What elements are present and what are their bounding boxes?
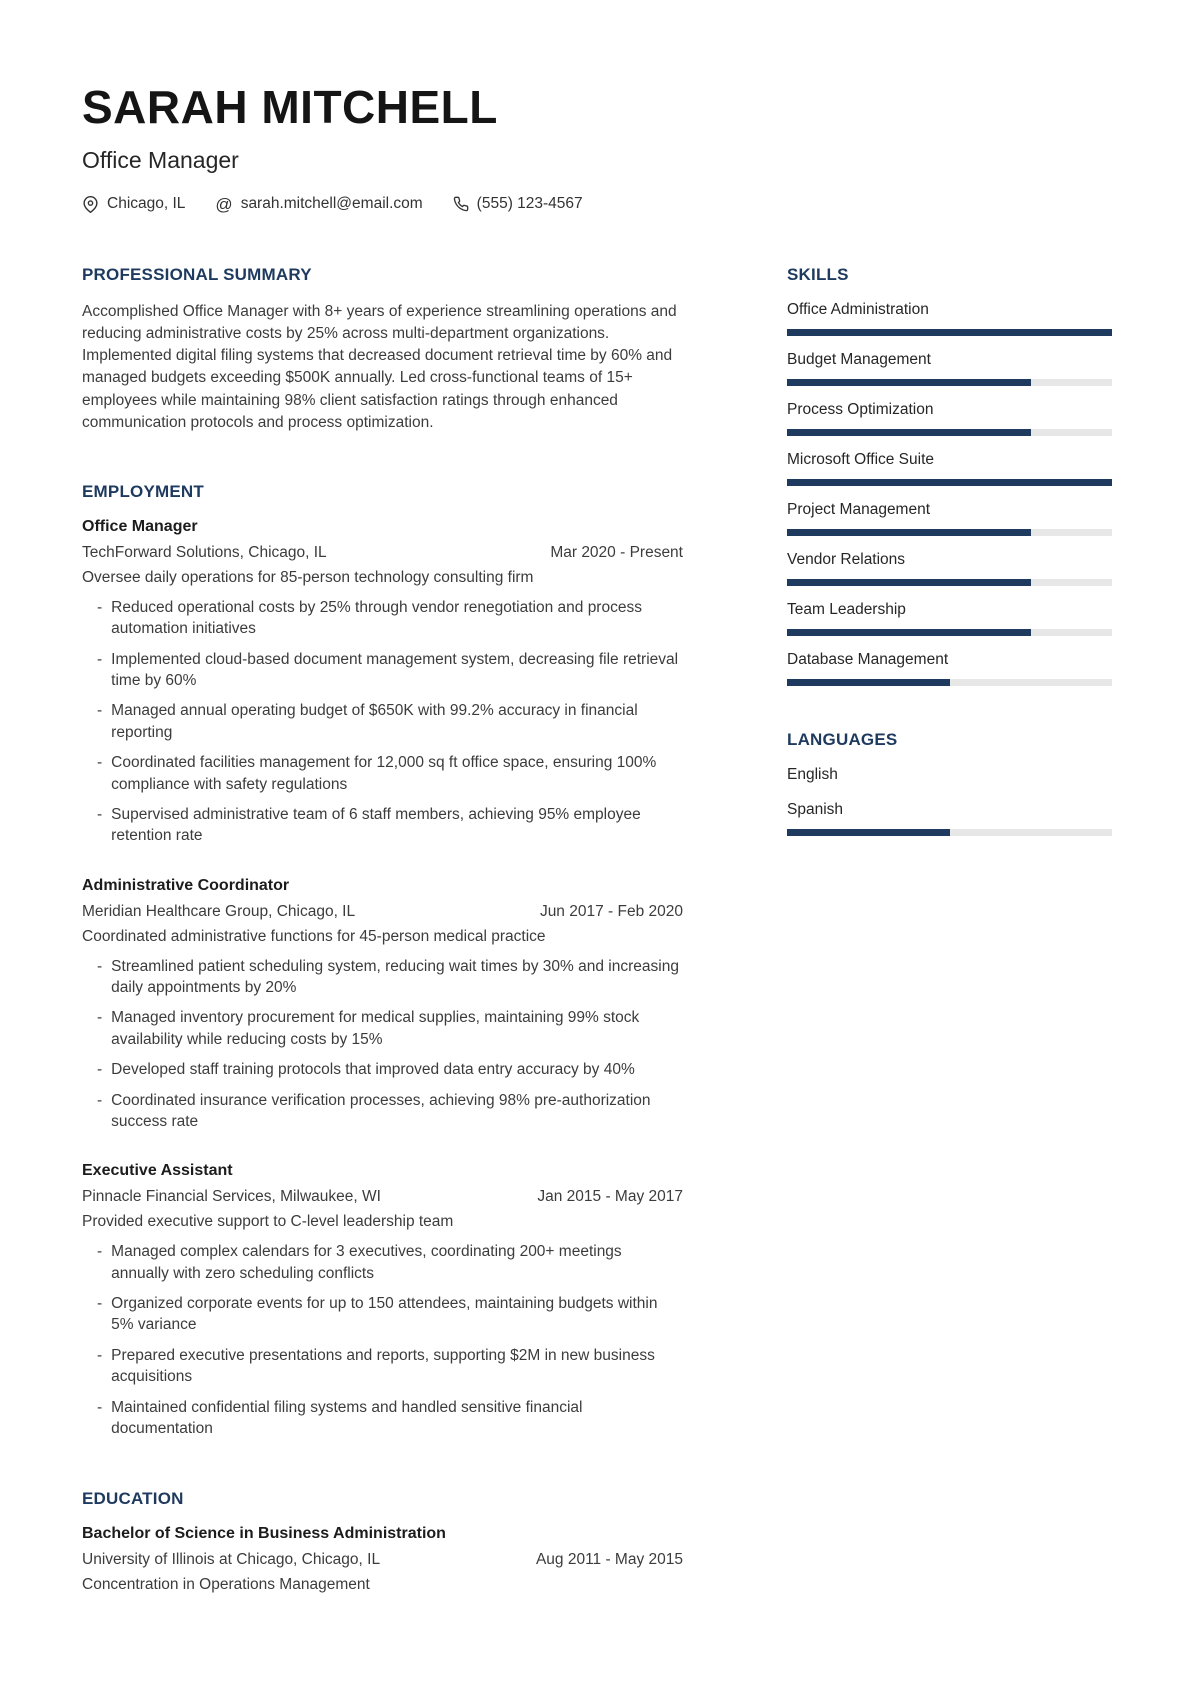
- bullet-dash: -: [97, 754, 103, 772]
- skills-section: [787, 265, 1112, 686]
- bullet-text: Developed staff training protocols that improved data entry accuracy by 40%: [111, 1061, 635, 1079]
- skill-item: [787, 501, 1112, 536]
- bullet-dash: -: [97, 1091, 103, 1109]
- contact-row: [82, 195, 1112, 213]
- job-bullet: [82, 1090, 683, 1133]
- job-bullet: [82, 752, 683, 795]
- bullet-text: Supervised administrative team of 6 staff members, achieving 95% employee retention rate: [111, 805, 641, 845]
- skill-bar-track: [787, 329, 1112, 336]
- bullet-dash: -: [97, 1295, 103, 1313]
- skills-list: [787, 301, 1112, 686]
- education-degree: Bachelor of Science in Business Administration: [82, 1525, 446, 1543]
- bullet-text: Coordinated facilities management for 12,000 sq ft office space, ensuring 100% compliance with safety regulations: [111, 754, 657, 793]
- job-bullet: [82, 1397, 683, 1440]
- bullet-dash: -: [97, 957, 103, 975]
- language-name: English: [787, 766, 838, 783]
- contact-phone-text: (555) 123-4567: [476, 195, 583, 212]
- contact-phone: [453, 195, 583, 213]
- employment-heading: EMPLOYMENT: [82, 481, 204, 501]
- education-heading: EDUCATION: [82, 1489, 184, 1509]
- job-meta: [82, 544, 683, 562]
- skill-name: Team Leadership: [787, 601, 906, 618]
- skill-item: [787, 401, 1112, 436]
- job-bullet: [82, 649, 683, 692]
- job-bullets: [82, 597, 683, 847]
- skill-bar-track: [787, 579, 1112, 586]
- content-columns: [82, 265, 1112, 1594]
- job-title: Executive Assistant: [82, 1162, 233, 1180]
- skill-item: [787, 601, 1112, 636]
- job-meta: [82, 903, 683, 921]
- bullet-dash: -: [97, 1243, 103, 1261]
- skill-bar-fill: [787, 429, 1031, 436]
- education-meta: [82, 1551, 683, 1569]
- location-pin-icon: [82, 196, 99, 213]
- job-entry: [82, 877, 683, 1133]
- skill-item: [787, 551, 1112, 586]
- bullet-text: Coordinated insurance verification processes, achieving 98% pre-authorization success rate: [111, 1091, 651, 1130]
- bullet-text: Managed inventory procurement for medical supplies, maintaining 99% stock availability while reducing costs by 15%: [111, 1009, 640, 1048]
- person-title: Office Manager: [82, 147, 239, 173]
- bullet-text: Streamlined patient scheduling system, reducing wait times by 30% and increasing daily appointments by 20%: [111, 957, 679, 997]
- job-bullet: [82, 1345, 683, 1388]
- job-bullet: [82, 804, 683, 847]
- job-company: Meridian Healthcare Group, Chicago, IL: [82, 902, 356, 920]
- bullet-text: Maintained confidential filing systems and handled sensitive financial documentation: [111, 1398, 583, 1437]
- job-description: Provided executive support to C-level leadership team: [82, 1213, 454, 1231]
- summary-heading: PROFESSIONAL SUMMARY: [82, 265, 312, 284]
- job-bullet: [82, 1293, 683, 1336]
- bullet-text: Reduced operational costs by 25% through vendor renegotiation and process automation initiatives: [111, 598, 642, 638]
- skills-heading: SKILLS: [787, 265, 849, 284]
- job-bullets: [82, 1241, 683, 1439]
- job-bullet: [82, 1059, 683, 1080]
- bullet-dash: -: [97, 1009, 103, 1027]
- job-bullet: [82, 700, 683, 743]
- job-bullet: [82, 597, 683, 640]
- job-company: Pinnacle Financial Services, Milwaukee, WI: [82, 1188, 381, 1206]
- job-meta: [82, 1188, 683, 1206]
- skill-bar-fill: [787, 579, 1031, 586]
- education-school: University of Illinois at Chicago, Chicago, IL: [82, 1551, 381, 1569]
- resume-header: [82, 81, 1112, 214]
- skill-name: Office Administration: [787, 301, 929, 318]
- job-dates: Mar 2020 - Present: [550, 543, 683, 561]
- job-dates: Jan 2015 - May 2017: [537, 1188, 683, 1206]
- bullet-dash: -: [97, 650, 103, 668]
- bullet-text: Prepared executive presentations and reports, supporting $2M in new business acquisitions: [111, 1346, 655, 1386]
- skill-bar-fill: [787, 479, 1112, 486]
- person-name: SARAH MITCHELL: [82, 81, 498, 133]
- job-bullet: [82, 1241, 683, 1284]
- skill-bar-fill: [787, 379, 1031, 386]
- bullet-dash: -: [97, 598, 103, 616]
- skill-bar-track: [787, 429, 1112, 436]
- bullet-text: Managed complex calendars for 3 executives, coordinating 200+ meetings annually with zero scheduling conflicts: [111, 1243, 622, 1282]
- summary-text: Accomplished Office Manager with 8+ years of experience streamlining operations and reducing administrative costs by 25% across multi-department organizations. Implemented digital filing systems that decreased document retrieval time by 60% and managed budgets exceeding $500K annually. Led cross-functional teams of 15+ employees while maintaining 98% client satisfaction ratings through enhanced communication protocols and process optimization.: [82, 303, 677, 431]
- summary-section: [82, 265, 683, 434]
- languages-list: [787, 766, 1112, 836]
- job-bullets: [82, 956, 683, 1133]
- language-item: [787, 766, 1112, 784]
- skill-bar-track: [787, 529, 1112, 536]
- employment-section: [82, 482, 683, 1439]
- skill-bar-fill: [787, 629, 1031, 636]
- education-section: [82, 1489, 683, 1594]
- bullet-dash: -: [97, 1398, 103, 1416]
- skill-bar-track: [787, 679, 1112, 686]
- job-entry: [82, 518, 683, 847]
- bullet-dash: -: [97, 805, 103, 823]
- contact-email-text: sarah.mitchell@email.com: [240, 195, 423, 212]
- education-note: Concentration in Operations Management: [82, 1576, 370, 1594]
- job-company: TechForward Solutions, Chicago, IL: [82, 543, 327, 561]
- job-title: Administrative Coordinator: [82, 876, 290, 894]
- language-bar-track: [787, 829, 1112, 836]
- bullet-text: Implemented cloud-based document management system, decreasing file retrieval time by 60%: [111, 650, 679, 690]
- phone-icon: [453, 196, 469, 212]
- skill-name: Vendor Relations: [787, 551, 906, 568]
- job-entry: [82, 1162, 683, 1439]
- skill-bar-track: [787, 379, 1112, 386]
- job-bullet: [82, 956, 683, 999]
- jobs-list: [82, 518, 683, 1439]
- skill-bar-fill: [787, 529, 1031, 536]
- languages-heading: LANGUAGES: [787, 730, 898, 749]
- sidebar-column: [787, 265, 1112, 1594]
- skill-name: Budget Management: [787, 351, 931, 368]
- job-title: Office Manager: [82, 517, 198, 535]
- skill-bar-track: [787, 629, 1112, 636]
- contact-email: [215, 195, 422, 213]
- email-at-icon: @: [215, 194, 233, 214]
- main-column: [82, 265, 683, 1594]
- skill-name: Microsoft Office Suite: [787, 451, 935, 468]
- skill-bar-track: [787, 479, 1112, 486]
- skill-name: Project Management: [787, 501, 931, 518]
- job-description: Oversee daily operations for 85-person technology consulting firm: [82, 568, 534, 586]
- skill-name: Process Optimization: [787, 401, 934, 418]
- skill-item: [787, 351, 1112, 386]
- skill-item: [787, 301, 1112, 336]
- skill-bar-fill: [787, 679, 950, 686]
- bullet-text: Managed annual operating budget of $650K with 99.2% accuracy in financial reporting: [111, 702, 638, 741]
- language-item: [787, 801, 1112, 836]
- bullet-dash: -: [97, 702, 103, 720]
- contact-location-text: Chicago, IL: [107, 195, 186, 212]
- bullet-text: Organized corporate events for up to 150 attendees, maintaining budgets within 5% variance: [111, 1295, 658, 1334]
- languages-section: [787, 730, 1112, 836]
- job-dates: Jun 2017 - Feb 2020: [539, 902, 683, 920]
- contact-location: [82, 195, 185, 213]
- skill-item: [787, 451, 1112, 486]
- skill-bar-fill: [787, 329, 1112, 336]
- language-bar-fill: [787, 829, 950, 836]
- bullet-dash: -: [97, 1346, 103, 1364]
- job-description: Coordinated administrative functions for 45-person medical practice: [82, 927, 546, 945]
- skill-item: [787, 651, 1112, 686]
- language-name: Spanish: [787, 801, 844, 818]
- education-dates: Aug 2011 - May 2015: [535, 1551, 683, 1569]
- bullet-dash: -: [97, 1061, 103, 1079]
- skill-name: Database Management: [787, 651, 949, 668]
- job-bullet: [82, 1007, 683, 1050]
